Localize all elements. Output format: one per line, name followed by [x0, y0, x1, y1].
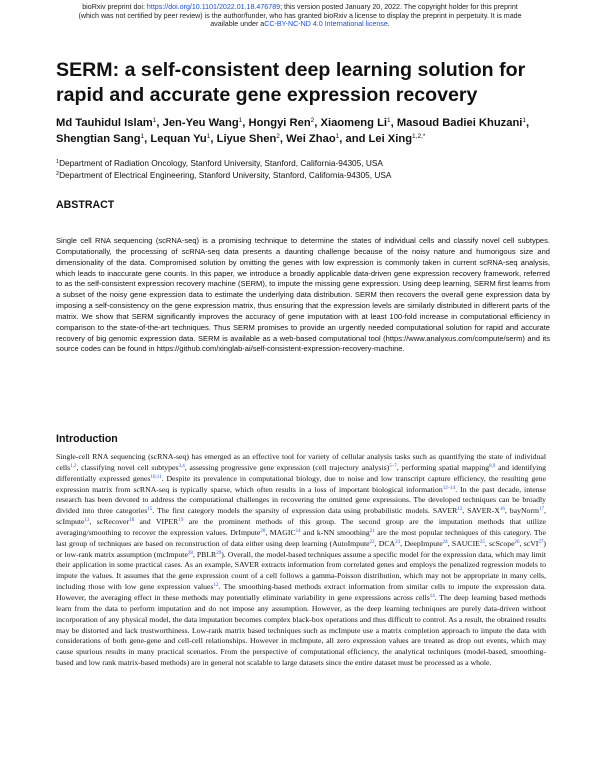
citation-reference[interactable]: 5–7 [389, 463, 397, 469]
citation-reference[interactable]: 21 [369, 528, 375, 534]
affiliation-text: Department of Electrical Engineering, Stanford University, Stanford, California-94305, USA [59, 170, 392, 180]
citation-reference[interactable]: 13 [84, 518, 90, 524]
author-separator: , [144, 133, 151, 145]
author-name: Masoud Badiei Khuzani [396, 117, 523, 129]
author-name: Lei Xing [368, 133, 413, 145]
intro-text-segment: are the most popular techniques of this category. The last group of techniques are based on reconstruction of data either using deep learning (AutoImpute [56, 527, 546, 548]
citation-reference[interactable]: 16 [499, 507, 505, 513]
citation-reference[interactable]: 20 [260, 528, 266, 534]
author-affiliation-marker: 1 [140, 133, 145, 140]
author-separator: , [526, 117, 530, 129]
intro-text-segment: . The deep learning based methods learn from the data to perform imputation and do not impose any assumption. However, as the deep learning techniques are purely data-driven without incorporation of any physical model, the data imputation becomes complex black-box operations and thus difficult to control. As a result, the obtained results may be distorted and lack trustworthiness. Low-rank matrix based techniques such as mcImpute use a matrix completion approach to impute the data with considerations of both gene-gene and cell-cell relationships. However in mcImpute, all zero expression values are treated as drop out events, which may cause spurious results in many practical scenarios. From the perspective of computational efficiency, the analytical techniques (model-based, smoothing-based and low rank matrix-based methods) are in general not scalable to large datasets since the entire dataset must be processed as a whole. [56, 592, 546, 668]
citation-reference[interactable]: 14 [295, 528, 301, 534]
intro-text-segment: , scVI [519, 538, 539, 548]
citation-reference[interactable]: 17 [539, 507, 545, 513]
author-name: Md Tauhidul Islam [56, 117, 153, 129]
intro-text-segment: . The smoothing-based methods extract information from similar cells to impute the expression data. However, the averaging effect in these methods may potentially eliminate variability in gene expressions across cells [56, 582, 546, 602]
author-name: Shengtian Sang [56, 133, 141, 145]
abstract-heading: ABSTRACT [56, 199, 115, 211]
intro-text-segment: , classifying novel cell subtypes [76, 462, 179, 472]
author-affiliation-marker: 1 [152, 117, 157, 124]
intro-text-segment: Single-cell RNA sequencing (scRNA-seq) has emerged as an effective tool for variety of cellular analysis tasks such as quantifying the state of individual cells [56, 452, 546, 472]
citation-reference[interactable]: 26 [514, 539, 520, 545]
author-affiliation-marker: 2 [310, 117, 315, 124]
intro-text-segment: . The first category models the sparsity of expression data using probabilistic models. SAVER [152, 506, 458, 516]
intro-text-segment: , assessing progressive gene expression (cell trajectory analysis) [184, 462, 390, 472]
author-name: Jen-Yeu Wang [162, 117, 239, 129]
citation-reference[interactable]: 25 [479, 539, 485, 545]
citation-reference[interactable]: 28 [187, 550, 193, 556]
affiliation [56, 169, 556, 181]
paper-title: SERM: a self-consistent deep learning solution for rapid and accurate gene expression recovery [56, 59, 526, 106]
intro-text-segment: , DCA [374, 538, 396, 548]
author-affiliation-marker: 1 [335, 133, 340, 140]
citation-reference[interactable]: 15 [147, 507, 153, 513]
preprint-notice-line-2: (which was not certified by peer review) is the author/funder, who has granted bioRxiv a license to display the preprint in perpetuity. It is made [78, 11, 522, 20]
affiliation-text: Department of Radiation Oncology, Stanford University, Stanford, California-94305, USA [59, 158, 383, 168]
intro-text-segment: , SAUCIE [447, 538, 480, 548]
author-affiliation-marker: 1 [238, 117, 243, 124]
author-affiliation-marker: 1 [387, 117, 391, 124]
affiliation-number: 1 [56, 159, 60, 165]
author-separator: , [210, 133, 217, 145]
affiliation-number: 2 [56, 171, 60, 177]
author-name: Liyue Shen [216, 133, 277, 145]
affiliation [56, 157, 556, 169]
abstract-text: Single cell RNA sequencing (scRNA-seq) is a promising technique to determine the states of individual cells and classify novel cell subtypes. Computationally, the processing of scRNA-seq data presents a daunting challenge because of the noisy nature and humongous size and dimensionality of the data. Compromised solution by omitting the genes with low expression is commonly taken in current scRNA-seq analysis, which leads to inaccurate gene counts. In this paper, we introduce a broadly applicable data-driven gene expression recovery framework, referred to as the self-consistent expression recovery machine (SERM), to impute the missing gene expression. Using deep learning, SERM first learns from a subset of the noisy gene expression data to estimate the underlying data distribution. SERM then recovers the overall gene expression data by imposing a self-consistency on the gene expression matrix, thus ensuring that the expression levels are similarly distributed in different parts of the matrix. We show that SERM significantly improves the accuracy of gene imputation with at least 100-fold increase in computational efficiency in comparison to the state-of-the-art techniques. Thus SERM promises to provide an urgently needed computational solution for rapid and accurate recovery of big genomic expression data. SERM is available as a web-based computational tool (https://www.analyxus.com/compute/serm) and its source codes can be found in https://github.com/xinglab-ai/self-consistent-expression-recovery-machine. [56, 236, 550, 354]
citation-reference[interactable]: 29 [216, 550, 222, 556]
author-separator: , [156, 117, 163, 129]
intro-text-segment: , scRecover [89, 517, 130, 527]
citation-reference[interactable]: 27 [538, 539, 544, 545]
author-name: Xiaomeng Li [320, 117, 388, 129]
citation-reference[interactable]: 23 [395, 539, 401, 545]
intro-text-segment: , SAVER-X [462, 506, 500, 516]
intro-text-segment: are the prominent methods of this group. The second group are the imputation methods that utilize averaging/smoothing to recover the expression values. DrImpute [56, 517, 546, 537]
citation-reference[interactable]: 12 [457, 507, 463, 513]
intro-text-segment: , DeepImpute [400, 538, 443, 548]
citation-reference[interactable]: 22 [369, 539, 375, 545]
author-separator: , [279, 133, 287, 145]
author-name: Lequan Yu [150, 133, 207, 145]
citation-reference[interactable]: 1,2 [70, 463, 77, 469]
intro-text-segment: and k-NN smoothing [300, 527, 370, 537]
introduction-heading: Introduction [56, 433, 118, 445]
citation-reference[interactable]: 14 [429, 593, 435, 599]
intro-text-segment: ) or low-rank matrix assumption (mcImpute [56, 538, 546, 559]
author-separator: , [242, 117, 249, 129]
license-link[interactable]: CC-BY-NC-ND 4.0 International license [264, 20, 388, 29]
citation-reference[interactable]: 12 [213, 583, 219, 589]
intro-text-segment: . Despite its prevalence in computational biology, due to noise and low transcript capture efficiency, the resulting gene expression matrix from scRNA-seq is typically sparse, which often results in a loss of important biological information [56, 473, 546, 494]
doi-link[interactable]: https://doi.org/10.1101/2022.01.18.476789 [146, 3, 281, 11]
citation-reference[interactable]: 10,11 [150, 474, 162, 480]
author-name: Hongyi Ren [248, 117, 311, 129]
intro-text-segment: , performing spatial mapping [396, 462, 490, 472]
intro-text-segment: , scImpute [56, 506, 546, 527]
author-separator: , and [339, 133, 369, 145]
citation-reference[interactable]: 3,4 [178, 463, 185, 469]
preprint-notice-line-3: available under aCC-BY-NC-ND 4.0 International license. [210, 20, 390, 29]
author-affiliation-marker: 1 [522, 117, 527, 124]
author-separator: , [390, 117, 397, 129]
intro-text-segment: , PBLR [192, 549, 217, 559]
intro-text-segment: , MAGIC [265, 527, 296, 537]
citation-reference[interactable]: 24 [442, 539, 448, 545]
citation-reference[interactable]: 18 [129, 518, 135, 524]
intro-text-segment: and VIPER [134, 517, 179, 527]
preprint-notice [0, 3, 600, 29]
intro-text-segment: , bayNorm [504, 506, 540, 516]
author-affiliation-marker: 2 [276, 133, 280, 140]
author-affiliation-marker: 1 [206, 133, 211, 140]
preprint-notice-line-1: bioRxiv preprint doi: https://doi.org/10.1101/2022.01.18.476789; this version posted January 20, 2022. The copyright holder for this preprint [82, 3, 518, 11]
author-separator: , [314, 117, 321, 129]
affiliation-list [56, 157, 556, 181]
author-list [56, 115, 556, 147]
citation-reference[interactable]: 19 [178, 518, 184, 524]
intro-text-segment: . In the past decade, intense research has been devoted to address the computational challenges in recovering the omitted gene expressions. The developed techniques can be broadly divided into three categories [56, 484, 546, 516]
intro-text-segment: , scScope [484, 538, 515, 548]
citation-reference[interactable]: 12–14 [442, 485, 456, 491]
author-affiliation-marker: 1,2,* [412, 133, 426, 140]
intro-text-segment: ). Overall, the model-based techniques assume a specific model for the expression data, which may limit their application in some practical cases. As an example, SAVER extracts information from correlated genes and employs the penalized regression models to impute the values. It assumes that the gene expression count of a cell follows a gamma-Poisson distribution, which may not be appropriate in many cells, including those with low gene expression values [56, 549, 546, 592]
intro-text-segment: and identifying differentially expressed genes [56, 462, 547, 483]
introduction-text [56, 452, 546, 669]
citation-reference[interactable]: 8,9 [489, 463, 496, 469]
author-name: Wei Zhao [286, 133, 336, 145]
